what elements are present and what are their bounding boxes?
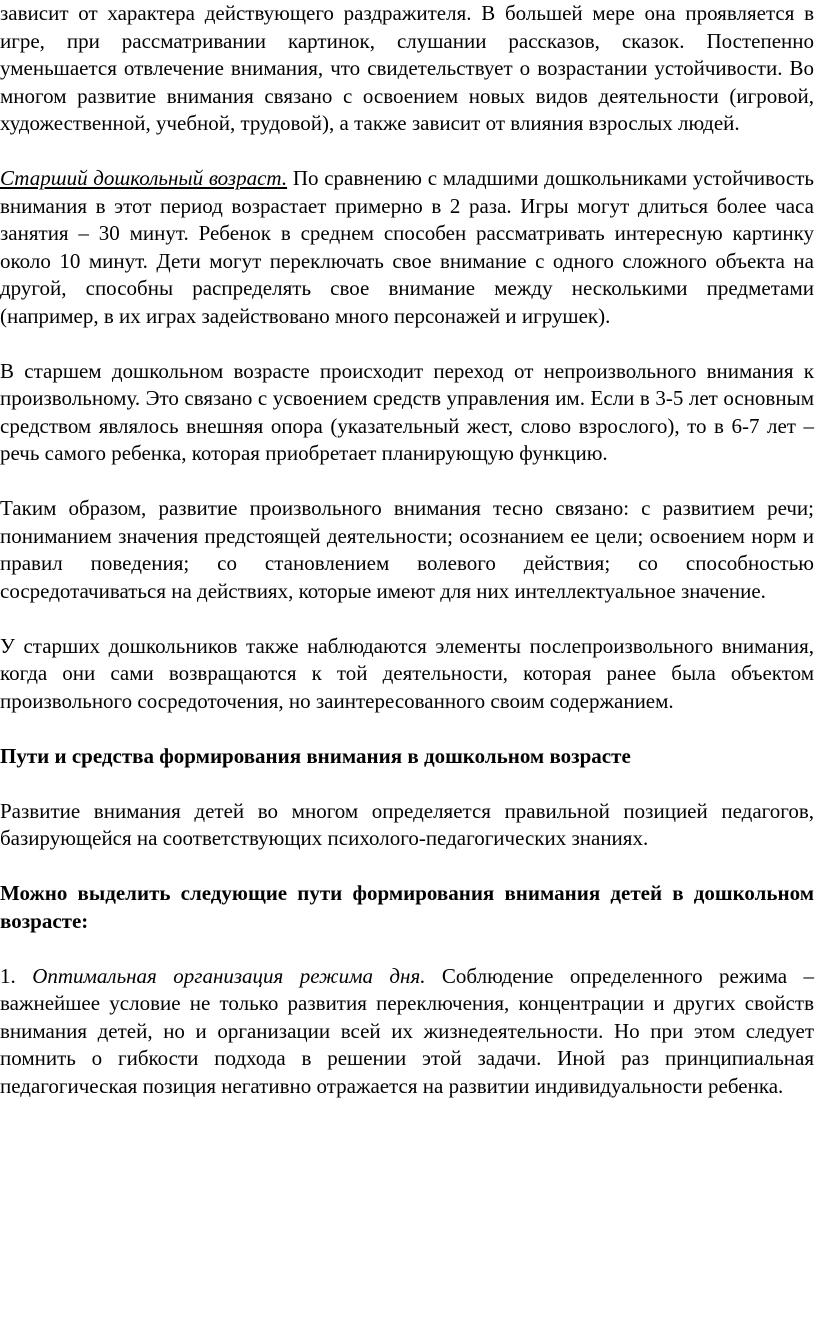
paragraph-gap xyxy=(0,330,814,358)
section-heading-formation-ways: Можно выделить следующие пути формирования внимания детей в дошкольном возрасте: xyxy=(0,881,814,933)
paragraph-voluntary-transition: В старшем дошкольном возрасте происходит переход от непроизвольного внимания к произвольному. Это связано с усвоением средств управления им. Если в 3-5 лет основным средством являлось внешняя опора (указательный жест, слово взрослого), то в 6-7 лет – речь самого ребенка, которая приобретает планирующую функцию. xyxy=(0,358,814,465)
paragraph-post-voluntary: У старших дошкольников также наблюдаются элементы послепроизвольного внимания, когда они сами возвращаются к той деятельности, которая ранее была объектом произвольного сосредоточения, но заинтересованного своим содержанием. xyxy=(0,633,814,713)
paragraph-gap xyxy=(0,935,814,963)
paragraph-senior-preschool xyxy=(0,165,814,330)
paragraph-gap xyxy=(0,715,814,743)
list-item-lead-daily-regime: Оптимальная организация режима дня. xyxy=(32,963,426,988)
list-item-body-daily-regime: Соблюдение определенного режима – важнейшее условие не только развития переключения, концентрации и других свойств внимания детей, но и организации всей их жизнедеятельности. Но при этом следует помнить о гибкости подхода в решении этой задачи. Иной раз принципиальная педагогическая позиция негативно отражается на развитии индивидуальности ребенка. xyxy=(0,963,814,1098)
paragraph-senior-preschool-body: По сравнению с младшими дошкольниками устойчивость внимания в этот период возрастает примерно в 2 раза. Игры могут длиться более часа занятия – 30 минут. Ребенок в среднем способен рассматривать интересную картинку около 10 минут. Дети могут переключать свое внимание с одного сложного объекта на другой, способны распределять свое внимание между несколькими предметами (например, в их играх задействовано много персонажей и игрушек). xyxy=(0,166,814,328)
paragraph-gap xyxy=(0,853,814,881)
section-lead-senior-preschool: Старший дошкольный возраст. xyxy=(0,166,288,190)
paragraph-teacher-position: Развитие внимания детей во многом определяется правильной позицией педагогов, базирующейся на соответствующих психолого-педагогических знаниях. xyxy=(0,798,814,850)
paragraph-gap xyxy=(0,468,814,496)
section-heading-ways-and-means: Пути и средства формирования внимания в дошкольном возрасте xyxy=(0,743,631,768)
paragraph-gap xyxy=(0,770,814,798)
list-item-number: 1. xyxy=(0,963,33,988)
paragraph-gap xyxy=(0,138,814,166)
paragraph-attention-development: зависит от характера действующего раздражителя. В большей мере она проявляется в игре, при рассматривании картинок, слушании рассказов, сказок. Постепенно уменьшается отвлечение внимания, что свидетельствует о возрастании устойчивости. Во многом развитие внимания связано с освоением новых видов деятельности (игровой, художественной, учебной, трудовой), а также зависит от влияния взрослых людей. xyxy=(0,1,814,135)
paragraph-gap xyxy=(0,605,814,633)
list-item-daily-regime xyxy=(0,963,814,1101)
paragraph-voluntary-relations: Таким образом, развитие произвольного внимания тесно связано: с развитием речи; пониманием значения предстоящей деятельности; осознанием ее цели; освоением норм и правил поведения; со становлением волевого действия; со способностью сосредотачиваться на действиях, которые имеют для них интеллектуальное значение. xyxy=(0,496,814,603)
